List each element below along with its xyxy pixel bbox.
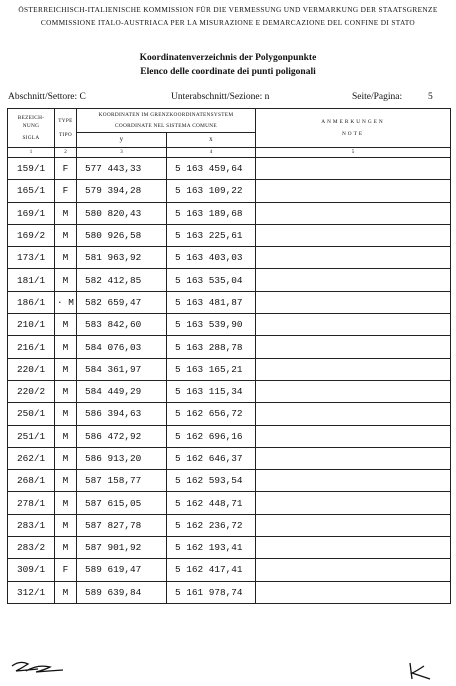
coordinate-x: 5 163 535,04: [167, 269, 256, 291]
point-type: M: [55, 336, 77, 358]
column-number: 3: [77, 148, 167, 158]
point-number: 165/1: [8, 180, 55, 202]
signature-right: [400, 660, 434, 682]
coordinate-y: 580 926,58: [77, 224, 167, 246]
coordinate-x: 5 163 459,64: [167, 158, 256, 180]
point-type: M: [55, 224, 77, 246]
notes-cell: [256, 425, 451, 447]
coordinate-x: 5 163 115,34: [167, 380, 256, 402]
coordinate-y: 577 443,33: [77, 158, 167, 180]
table-row: [8, 537, 451, 559]
coordinate-x: 5 162 417,41: [167, 559, 256, 581]
page-label: Seite/Pagina:: [352, 92, 403, 102]
coordinate-y: 586 472,92: [77, 425, 167, 447]
header-x: x: [167, 133, 256, 148]
coordinate-x: 5 163 403,03: [167, 247, 256, 269]
coordinate-x: 5 162 236,72: [167, 514, 256, 536]
table-row: [8, 158, 451, 180]
point-type: M: [55, 403, 77, 425]
table-row: [8, 358, 451, 380]
point-number: 220/2: [8, 380, 55, 402]
coordinate-y: 587 158,77: [77, 470, 167, 492]
point-number: 262/1: [8, 447, 55, 469]
coordinate-x: 5 162 448,71: [167, 492, 256, 514]
notes-cell: [256, 581, 451, 603]
notes-cell: [256, 314, 451, 336]
coordinate-y: 581 963,92: [77, 247, 167, 269]
document-title-de: Koordinatenverzeichnis der Polygonpunkte: [139, 53, 317, 63]
notes-cell: [256, 380, 451, 402]
coordinate-x: 5 163 109,22: [167, 180, 256, 202]
table-row: [8, 247, 451, 269]
table-row: [8, 447, 451, 469]
point-type: F: [55, 180, 77, 202]
coordinate-y: 579 394,28: [77, 180, 167, 202]
point-type: M: [55, 314, 77, 336]
point-number: 250/1: [8, 403, 55, 425]
point-type: M: [55, 202, 77, 224]
coordinate-x: 5 161 978,74: [167, 581, 256, 603]
table-row: [8, 492, 451, 514]
commission-name-de: ÖSTERREICHISCH-ITALIENISCHE KOMMISSION FÜR DIE VERMESSUNG UND VERMARKUNG DER STAATSGRENZE: [18, 5, 438, 14]
coordinate-x: 5 162 193,41: [167, 537, 256, 559]
header-coordinates-de: KOORDINATEN IM GRENZKOORDINATENSYSTEM: [98, 111, 234, 118]
coordinate-y: 582 659,47: [77, 291, 167, 313]
header-type-de: TYPE: [58, 117, 73, 124]
column-number: 5: [256, 148, 451, 158]
header-notes-it: NOTE: [341, 130, 365, 137]
header-y: y: [77, 133, 167, 148]
header-notes-de: ANMERKUNGEN: [321, 119, 385, 126]
table-row: [8, 202, 451, 224]
point-number: 216/1: [8, 336, 55, 358]
point-type: M: [55, 470, 77, 492]
section-label: Abschnitt/Settore: C: [8, 92, 86, 102]
coordinate-y: 589 619,47: [77, 559, 167, 581]
coordinate-y: 587 615,05: [77, 492, 167, 514]
header-name-it: SIGLA: [22, 134, 40, 141]
table-row: [8, 403, 451, 425]
notes-cell: [256, 224, 451, 246]
notes-cell: [256, 492, 451, 514]
point-type: F: [55, 158, 77, 180]
signature-left: [8, 658, 68, 678]
point-number: 173/1: [8, 247, 55, 269]
coordinate-x: 5 163 165,21: [167, 358, 256, 380]
coordinate-y: 586 394,63: [77, 403, 167, 425]
coordinate-y: 586 913,20: [77, 447, 167, 469]
table-row: [8, 514, 451, 536]
point-number: 210/1: [8, 314, 55, 336]
commission-name-it: COMMISSIONE ITALO-AUSTRIACA PER LA MISURAZIONE E DEMARCAZIONE DEL CONFINE DI STATO: [40, 18, 416, 27]
page-number: 5: [428, 92, 433, 102]
coordinate-x: 5 162 696,16: [167, 425, 256, 447]
point-number: 312/1: [8, 581, 55, 603]
point-number: 169/2: [8, 224, 55, 246]
coordinate-y: 580 820,43: [77, 202, 167, 224]
point-type: M: [55, 358, 77, 380]
coordinate-x: 5 162 656,72: [167, 403, 256, 425]
coordinate-y: 584 449,29: [77, 380, 167, 402]
point-number: 220/1: [8, 358, 55, 380]
notes-cell: [256, 470, 451, 492]
coordinate-y: 582 412,85: [77, 269, 167, 291]
notes-cell: [256, 447, 451, 469]
document-title-it: Elenco delle coordinate dei punti poligonali: [140, 67, 316, 77]
coordinate-y: 587 827,78: [77, 514, 167, 536]
point-number: 186/1: [8, 291, 55, 313]
point-number: 268/1: [8, 470, 55, 492]
point-number: 251/1: [8, 425, 55, 447]
point-type: M: [55, 581, 77, 603]
point-type: M: [55, 492, 77, 514]
table-row: [8, 581, 451, 603]
table-row: [8, 336, 451, 358]
point-type: M: [55, 447, 77, 469]
point-number: 159/1: [8, 158, 55, 180]
column-number: 1: [8, 148, 55, 158]
subsection-label: Unterabschnitt/Sezione: n: [171, 92, 270, 102]
table-row: [8, 180, 451, 202]
notes-cell: [256, 180, 451, 202]
notes-cell: [256, 158, 451, 180]
point-number: 283/2: [8, 537, 55, 559]
coordinate-y: 587 901,92: [77, 537, 167, 559]
coordinate-x: 5 163 189,68: [167, 202, 256, 224]
point-number: 169/1: [8, 202, 55, 224]
notes-cell: [256, 559, 451, 581]
header-name-de: BEZEICH-: [17, 114, 45, 121]
point-type: M: [55, 514, 77, 536]
notes-cell: [256, 403, 451, 425]
header-type-it: TIPO: [59, 132, 72, 138]
notes-cell: [256, 336, 451, 358]
coordinate-y: 589 639,84: [77, 581, 167, 603]
point-number: 309/1: [8, 559, 55, 581]
table-row: [8, 314, 451, 336]
table-row: [8, 559, 451, 581]
point-type: · M: [55, 291, 77, 313]
table-row: [8, 380, 451, 402]
table-body: [8, 158, 451, 604]
coordinate-x: 5 163 539,90: [167, 314, 256, 336]
point-number: 278/1: [8, 492, 55, 514]
point-type: M: [55, 247, 77, 269]
header-coordinates: [77, 109, 256, 133]
notes-cell: [256, 514, 451, 536]
table-row: [8, 291, 451, 313]
notes-cell: [256, 291, 451, 313]
header-notes: [256, 109, 451, 148]
point-type: M: [55, 380, 77, 402]
header-coordinates-it: COORDINATE NEL SISTEMA COMUNE: [115, 123, 217, 129]
point-type: M: [55, 269, 77, 291]
column-number: 4: [167, 148, 256, 158]
notes-cell: [256, 537, 451, 559]
table-row: [8, 224, 451, 246]
coordinate-x: 5 163 288,78: [167, 336, 256, 358]
notes-cell: [256, 269, 451, 291]
header-name: [8, 109, 55, 148]
notes-cell: [256, 358, 451, 380]
coordinate-x: 5 162 646,37: [167, 447, 256, 469]
table-row: [8, 269, 451, 291]
coordinate-x: 5 163 225,61: [167, 224, 256, 246]
notes-cell: [256, 202, 451, 224]
notes-cell: [256, 247, 451, 269]
point-type: F: [55, 559, 77, 581]
table-row: [8, 470, 451, 492]
coordinates-table: [7, 108, 451, 604]
point-type: M: [55, 425, 77, 447]
table-row: [8, 425, 451, 447]
header-name-de2: NUNG: [22, 123, 40, 130]
point-type: M: [55, 537, 77, 559]
coordinate-x: 5 163 481,87: [167, 291, 256, 313]
coordinate-y: 583 842,60: [77, 314, 167, 336]
header-type: [55, 109, 77, 148]
coordinate-y: 584 076,03: [77, 336, 167, 358]
coordinate-y: 584 361,97: [77, 358, 167, 380]
column-number: 2: [55, 148, 77, 158]
point-number: 283/1: [8, 514, 55, 536]
point-number: 181/1: [8, 269, 55, 291]
coordinate-x: 5 162 593,54: [167, 470, 256, 492]
